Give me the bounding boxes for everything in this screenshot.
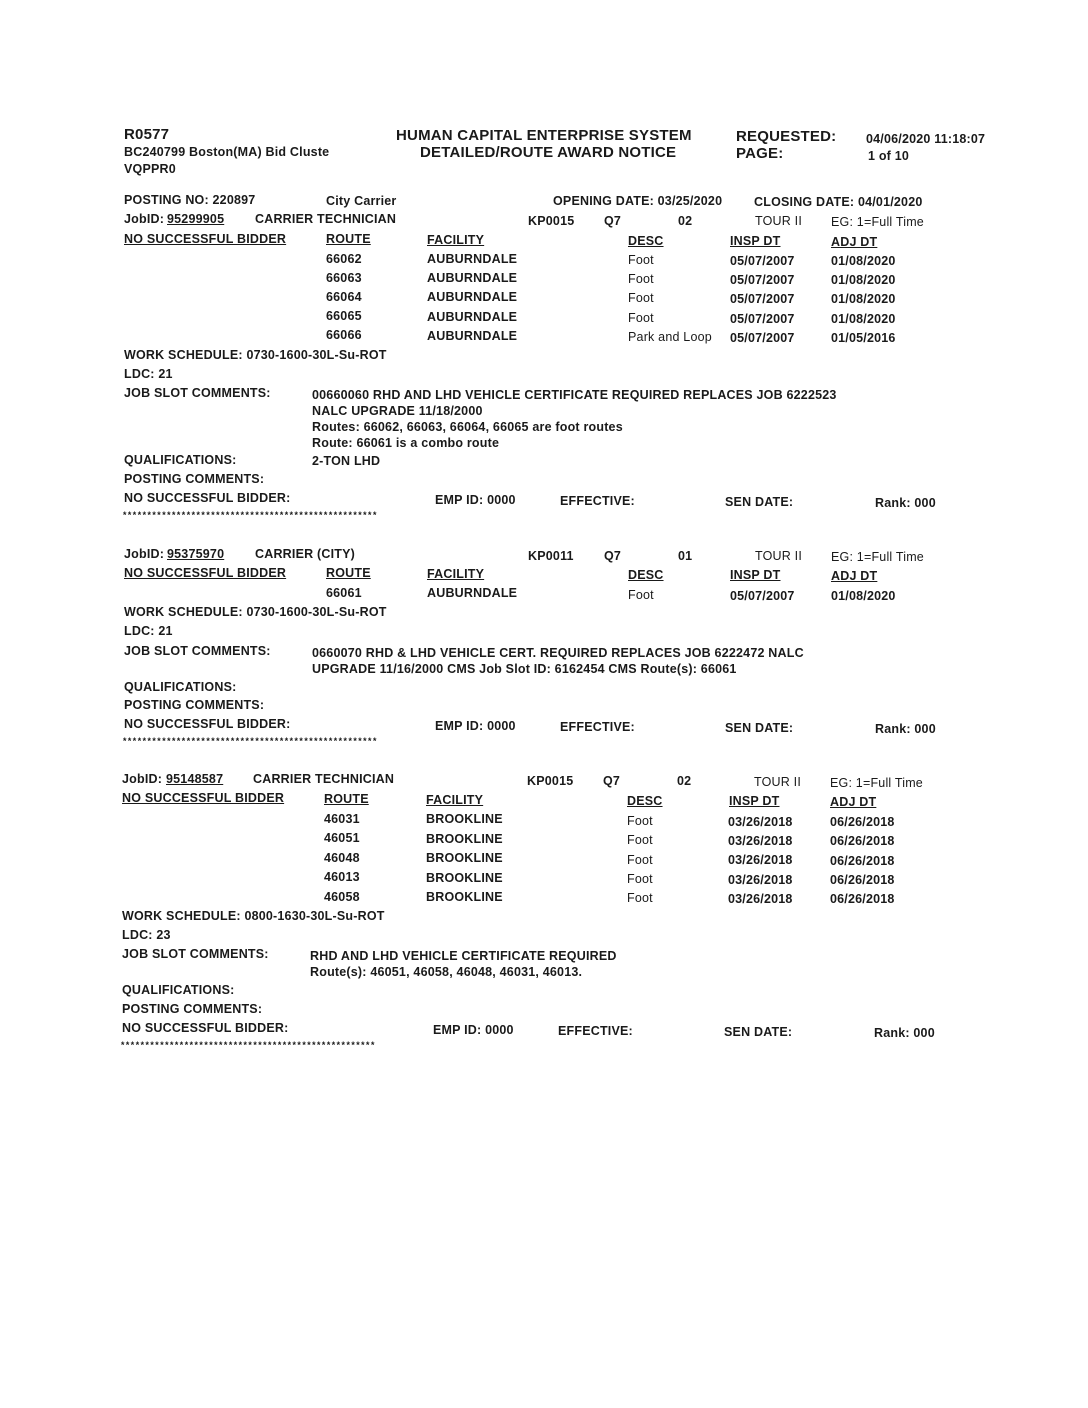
insp-dt-header: INSP DT xyxy=(730,234,781,248)
work-schedule: WORK SCHEDULE: 0730-1600-30L-Su-ROT xyxy=(124,348,387,362)
job-slot-comment-line: Routes: 66062, 66063, 66064, 66065 are foot routes xyxy=(312,420,623,434)
closing-date: CLOSING DATE: 04/01/2020 xyxy=(754,195,923,209)
facility-header: FACILITY xyxy=(427,567,485,581)
route-desc: Foot xyxy=(627,853,653,867)
adj-date: 01/08/2020 xyxy=(831,254,896,268)
job-slot-comment-line: NALC UPGRADE 11/18/2000 xyxy=(312,404,483,418)
facility: BROOKLINE xyxy=(426,851,503,865)
employment-group: EG: 1=Full Time xyxy=(831,550,924,564)
route-number: 46031 xyxy=(324,812,360,826)
qualifications-label: QUALIFICATIONS: xyxy=(124,680,237,694)
q-code: Q7 xyxy=(604,214,622,228)
facility: AUBURNDALE xyxy=(427,586,518,600)
facility: BROOKLINE xyxy=(426,832,503,846)
route-header: ROUTE xyxy=(326,232,371,246)
job-slot-comment-line: Route(s): 46051, 46058, 46048, 46031, 46013. xyxy=(310,965,583,979)
route-desc: Park and Loop xyxy=(628,330,712,344)
opening-date: OPENING DATE: 03/25/2020 xyxy=(553,194,723,208)
adj-date: 06/26/2018 xyxy=(830,834,895,848)
route-header: ROUTE xyxy=(324,792,369,806)
route-number: 66065 xyxy=(326,309,362,323)
insp-date: 05/07/2007 xyxy=(730,312,795,326)
posting-comments-label: POSTING COMMENTS: xyxy=(124,472,265,486)
level: 02 xyxy=(677,774,692,788)
facility: BROOKLINE xyxy=(426,890,503,904)
route-desc: Foot xyxy=(628,588,654,602)
insp-date: 05/07/2007 xyxy=(730,331,795,345)
job-title: CARRIER (CITY) xyxy=(255,547,356,561)
qualifications-value: 2-TON LHD xyxy=(312,454,381,468)
facility: BROOKLINE xyxy=(426,871,503,885)
route-number: 66066 xyxy=(326,328,362,342)
route-number: 46051 xyxy=(324,831,360,845)
insp-dt-header: INSP DT xyxy=(730,568,781,582)
job-id: 95375970 xyxy=(167,547,225,561)
adj-date: 01/08/2020 xyxy=(831,312,896,326)
job-slot-comment-line: 0660070 RHD & LHD VEHICLE CERT. REQUIRED REPLACES JOB 6222472 NALC xyxy=(312,646,804,660)
kp-code: KP0015 xyxy=(528,214,575,228)
tour: TOUR II xyxy=(754,775,802,789)
emp-id: EMP ID: 0000 xyxy=(435,493,516,507)
ldc: LDC: 21 xyxy=(124,624,173,638)
tour: TOUR II xyxy=(755,214,803,228)
insp-date: 05/07/2007 xyxy=(730,273,795,287)
emp-id: EMP ID: 0000 xyxy=(435,719,516,733)
adj-date: 01/08/2020 xyxy=(831,589,896,603)
route-desc: Foot xyxy=(628,291,654,305)
facility-header: FACILITY xyxy=(426,793,484,807)
sen-date-label: SEN DATE: xyxy=(725,721,794,735)
report-title: DETAILED/ROUTE AWARD NOTICE xyxy=(420,144,677,161)
insp-date: 05/07/2007 xyxy=(730,292,795,306)
work-schedule: WORK SCHEDULE: 0800-1630-30L-Su-ROT xyxy=(122,909,385,923)
insp-date: 05/07/2007 xyxy=(730,589,795,603)
route-number: 46048 xyxy=(324,851,360,865)
route-desc: Foot xyxy=(627,891,653,905)
sen-date-label: SEN DATE: xyxy=(724,1025,793,1039)
posting-number: POSTING NO: 220897 xyxy=(124,193,256,207)
adj-dt-header: ADJ DT xyxy=(830,795,877,809)
requested-label: REQUESTED: xyxy=(736,128,837,145)
kp-code: KP0011 xyxy=(528,549,574,563)
route-number: 66063 xyxy=(326,271,362,285)
effective-label: EFFECTIVE: xyxy=(560,720,635,734)
route-number: 66064 xyxy=(326,290,362,304)
report-id: R0577 xyxy=(124,126,170,143)
posting-comments-label: POSTING COMMENTS: xyxy=(124,698,265,712)
insp-date: 03/26/2018 xyxy=(728,815,793,829)
route-desc: Foot xyxy=(627,833,653,847)
route-number: 66062 xyxy=(326,252,362,266)
insp-date: 03/26/2018 xyxy=(728,834,793,848)
adj-date: 06/26/2018 xyxy=(830,815,895,829)
job-id-label: JobID: xyxy=(124,547,165,561)
qualifications-label: QUALIFICATIONS: xyxy=(124,453,237,467)
adj-dt-header: ADJ DT xyxy=(831,569,878,583)
adj-date: 01/08/2020 xyxy=(831,273,896,287)
page-label: PAGE: xyxy=(736,145,784,162)
desc-header: DESC xyxy=(627,794,663,808)
rank: Rank: 000 xyxy=(874,1026,935,1040)
route-desc: Foot xyxy=(628,272,654,286)
no-successful-bidder-header: NO SUCCESSFUL BIDDER xyxy=(124,566,287,580)
sen-date-label: SEN DATE: xyxy=(725,495,794,509)
insp-date: 03/26/2018 xyxy=(728,853,793,867)
job-title: CARRIER TECHNICIAN xyxy=(255,212,397,226)
adj-date: 06/26/2018 xyxy=(830,873,895,887)
facility: AUBURNDALE xyxy=(427,271,518,285)
ldc: LDC: 23 xyxy=(122,928,171,942)
route-desc: Foot xyxy=(628,311,654,325)
route-desc: Foot xyxy=(627,872,653,886)
employment-group: EG: 1=Full Time xyxy=(830,776,923,790)
no-successful-bidder-header: NO SUCCESSFUL BIDDER xyxy=(122,791,285,805)
craft: City Carrier xyxy=(326,194,397,208)
system-title: HUMAN CAPITAL ENTERPRISE SYSTEM xyxy=(396,127,692,144)
adj-date: 06/26/2018 xyxy=(830,854,895,868)
adj-date: 01/08/2020 xyxy=(831,292,896,306)
job-slot-comment-line: RHD AND LHD VEHICLE CERTIFICATE REQUIRED xyxy=(310,949,617,963)
tour: TOUR II xyxy=(755,549,803,563)
separator: **************************************************** xyxy=(122,511,377,521)
adj-date: 06/26/2018 xyxy=(830,892,895,906)
adj-date: 01/05/2016 xyxy=(831,331,896,345)
kp-code: KP0015 xyxy=(527,774,574,788)
job-slot-comments-label: JOB SLOT COMMENTS: xyxy=(124,386,271,400)
facility: BROOKLINE xyxy=(426,812,503,826)
emp-id: EMP ID: 0000 xyxy=(433,1023,514,1037)
level: 02 xyxy=(678,214,693,228)
adj-dt-header: ADJ DT xyxy=(831,235,878,249)
level: 01 xyxy=(678,549,693,563)
job-id-label: JobID: xyxy=(122,772,163,786)
qualifications-label: QUALIFICATIONS: xyxy=(122,983,235,997)
separator: **************************************************** xyxy=(120,1041,375,1051)
job-slot-comment-line: Route: 66061 is a combo route xyxy=(312,436,500,450)
route-number: 46013 xyxy=(324,870,360,884)
job-slot-comment-line: UPGRADE 11/16/2000 CMS Job Slot ID: 6162454 CMS Route(s): 66061 xyxy=(312,662,737,676)
employment-group: EG: 1=Full Time xyxy=(831,215,924,229)
bid-cluster: BC240799 Boston(MA) Bid Cluste xyxy=(124,145,330,159)
job-title: CARRIER TECHNICIAN xyxy=(253,772,395,786)
effective-label: EFFECTIVE: xyxy=(558,1024,633,1038)
facility-header: FACILITY xyxy=(427,233,485,247)
effective-label: EFFECTIVE: xyxy=(560,494,635,508)
desc-header: DESC xyxy=(628,234,664,248)
facility: AUBURNDALE xyxy=(427,329,518,343)
program-code: VQPPR0 xyxy=(124,162,176,176)
route-desc: Foot xyxy=(627,814,653,828)
job-id-label: JobID: xyxy=(124,212,165,226)
route-number: 46058 xyxy=(324,890,360,904)
q-code: Q7 xyxy=(603,774,621,788)
separator: **************************************************** xyxy=(122,737,377,747)
job-slot-comment-line: 00660060 RHD AND LHD VEHICLE CERTIFICATE REQUIRED REPLACES JOB 6222523 xyxy=(312,388,837,402)
route-number: 66061 xyxy=(326,586,362,600)
insp-dt-header: INSP DT xyxy=(729,794,780,808)
desc-header: DESC xyxy=(628,568,664,582)
facility: AUBURNDALE xyxy=(427,310,518,324)
no-successful-bidder-label: NO SUCCESSFUL BIDDER: xyxy=(122,1021,289,1035)
requested-value: 04/06/2020 11:18:07 xyxy=(866,132,986,146)
job-slot-comments-label: JOB SLOT COMMENTS: xyxy=(124,644,271,658)
no-successful-bidder-label: NO SUCCESSFUL BIDDER: xyxy=(124,717,291,731)
q-code: Q7 xyxy=(604,549,622,563)
job-id: 95299905 xyxy=(167,212,225,226)
ldc: LDC: 21 xyxy=(124,367,173,381)
facility: AUBURNDALE xyxy=(427,252,518,266)
route-desc: Foot xyxy=(628,253,654,267)
no-successful-bidder-label: NO SUCCESSFUL BIDDER: xyxy=(124,491,291,505)
rank: Rank: 000 xyxy=(875,496,936,510)
insp-date: 03/26/2018 xyxy=(728,892,793,906)
job-slot-comments-label: JOB SLOT COMMENTS: xyxy=(122,947,269,961)
no-successful-bidder-header: NO SUCCESSFUL BIDDER xyxy=(124,232,287,246)
route-header: ROUTE xyxy=(326,566,371,580)
insp-date: 03/26/2018 xyxy=(728,873,793,887)
rank: Rank: 000 xyxy=(875,722,936,736)
job-id: 95148587 xyxy=(166,772,224,786)
work-schedule: WORK SCHEDULE: 0730-1600-30L-Su-ROT xyxy=(124,605,387,619)
facility: AUBURNDALE xyxy=(427,290,518,304)
page-value: 1 of 10 xyxy=(868,149,909,163)
posting-comments-label: POSTING COMMENTS: xyxy=(122,1002,263,1016)
insp-date: 05/07/2007 xyxy=(730,254,795,268)
